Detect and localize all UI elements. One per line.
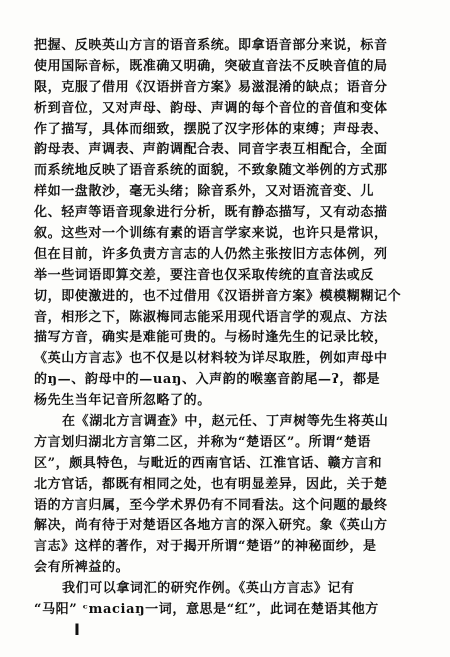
text-line: 限，克服了借用《汉语拼音方案》易滋混淆的缺点；语音分	[34, 79, 388, 95]
body-text	[34, 36, 420, 621]
text-line: 析到音位，又对声母、韵母、声调的每个音位的音值和变体	[34, 100, 388, 116]
text-line: 解决，尚有待于对楚语区各地方言的深入研究。象《英山方	[34, 518, 388, 534]
text-line: 举一些词语即算交差，要注音也仅采取传统的直音法或反	[34, 267, 375, 283]
text-line: 韵母表、声调表、声韵调配合表、同音字表互相配合，全面	[34, 142, 388, 158]
text-line: 化、轻声等语音现象进行分析，既有静态描写，又有动态描	[34, 205, 388, 221]
text-line: 方言划归湖北方言第二区，并称为“楚语区”。所谓“楚语	[34, 434, 372, 450]
text-line: 但在目前，许多负责方言志的人仍然主张按旧方志体例，列	[34, 246, 388, 262]
text-line: 会有所裨益的。	[34, 560, 130, 576]
text-line: 切，即使激进的，也不过借用《汉语拼音方案》模模糊糊记个	[34, 288, 402, 304]
text-line: 叙。这些对一个训练有素的语言学家来说，也许只是常识，	[34, 226, 388, 242]
text-line: 样如一盘散沙，毫无头绪；除音系外，又对语流音变、儿	[34, 184, 375, 200]
text-line: 语的方言归属，至今学术界仍有不同看法。这个问题的最终	[34, 497, 388, 513]
text-line: 的ŋ—、韵母中的—uaŋ、入声韵的喉塞音韵尾—ʔ，都是	[34, 372, 381, 388]
text-line: “马阳” ᶜmaciaŋ一词，意思是“红”，此词在楚语其他方	[34, 602, 379, 618]
text-line: 杨先生当年记音所忽略了的。	[34, 393, 211, 409]
page-number: I	[74, 620, 80, 639]
text-line: 《英山方言志》也不仅是以材料较为详尽取胜，例如声母中	[34, 351, 388, 367]
text-line: 言志》这样的著作，对于揭开所谓“楚语”的神秘面纱，是	[34, 539, 377, 555]
text-line: 描写方音，确实是难能可贵的。与杨时逢先生的记录比较，	[34, 330, 388, 346]
text-line: 区”，颇具特色，与毗近的西南官话、江淮官话、赣方言和	[34, 455, 383, 471]
text-line: 而系统地反映了语音系统的面貌，不致象随文举例的方式那	[34, 163, 388, 179]
paragraph-start-line: 我们可以拿词汇的研究作例。《英山方言志》记有	[62, 581, 355, 597]
text-line: 音，相形之下，陈淑梅同志能采用现代语言学的观点、方法	[34, 309, 388, 325]
text-line: 作了描写，具体而细致，摆脱了汉字形体的束缚；声母表、	[34, 121, 388, 137]
text-line: 把握、反映英山方言的语音系统。即拿语音部分来说，标音	[34, 38, 388, 53]
paragraph-start-line: 在《湖北方言调查》中，赵元任、丁声树等先生将英山	[62, 414, 389, 430]
text-line: 北方官话，都既有相同之处，也有明显差异，因此，关于楚	[34, 476, 388, 492]
text-line: 使用国际音标，既准确又明确，突破直音法不反映音值的局	[34, 58, 388, 74]
